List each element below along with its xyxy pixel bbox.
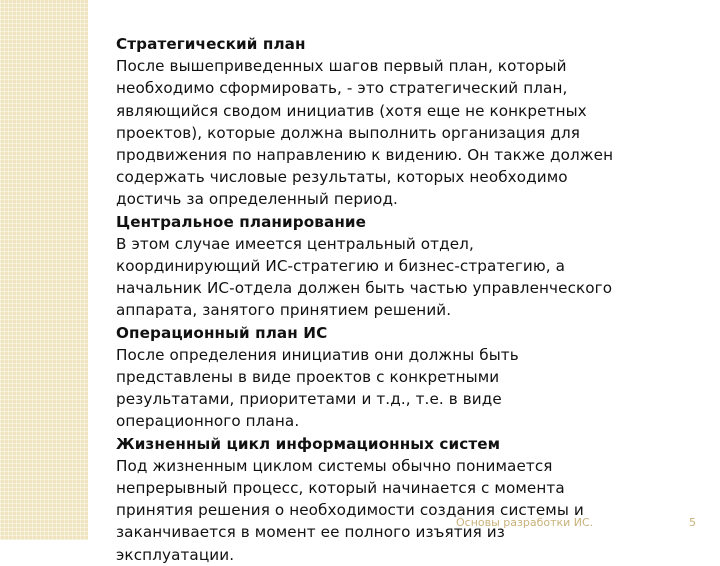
text-line: непрерывный процесс, который начинается с момента xyxy=(116,479,565,498)
text-line: принятия решения о необходимости создания системы и xyxy=(116,501,584,520)
text-line: начальник ИС-отдела должен быть частью управленческого xyxy=(116,279,613,298)
text-line: Под жизненным циклом системы обычно понимается xyxy=(116,456,553,475)
text-line: заканчивается в момент ее полного изъятия из xyxy=(116,523,505,542)
text-line: представлены в виде проектов с конкретными xyxy=(116,368,500,387)
section-heading: Жизненный цикл информационных систем xyxy=(116,434,501,453)
section-body xyxy=(116,344,706,433)
slide-content xyxy=(116,33,706,566)
footer-title: Основы разработки ИС. xyxy=(456,516,594,529)
text-line: эксплуатации. xyxy=(116,545,235,564)
text-line: результатами, приоритетами и т.д., т.е. в виде xyxy=(116,390,502,409)
section-operational-plan xyxy=(116,322,706,433)
text-line: аппарата, занятого принятием решений. xyxy=(116,301,452,320)
section-heading: Стратегический план xyxy=(116,35,306,53)
section-central-planning xyxy=(116,211,706,322)
text-line: продвижения по направлению к видению. Он также должен xyxy=(116,146,614,165)
section-strategic-plan xyxy=(116,33,706,211)
decorative-side-strip xyxy=(0,0,88,540)
text-line: проектов), которые должна выполнить организация для xyxy=(116,123,581,142)
text-line: координирующий ИС-стратегию и бизнес-стратегию, а xyxy=(116,257,566,276)
text-line: После определения инициатив они должны быть xyxy=(116,345,519,364)
text-line: операционного плана. xyxy=(116,412,300,431)
text-line: В этом случае имеется центральный отдел, xyxy=(116,234,474,253)
text-line: После вышеприведенных шагов первый план, который xyxy=(116,57,567,76)
text-line: являющийся сводом инициатив (хотя еще не конкретных xyxy=(116,101,587,120)
section-heading: Операционный план ИС xyxy=(116,323,328,342)
text-line: достичь за определенный период. xyxy=(116,190,398,209)
page-number: 5 xyxy=(689,516,696,529)
text-line: необходимо сформировать, - это стратегический план, xyxy=(116,79,568,98)
text-line: содержать числовые результаты, которых необходимо xyxy=(116,168,568,187)
section-heading: Центральное планирование xyxy=(116,212,367,231)
section-body xyxy=(116,455,706,566)
section-lifecycle xyxy=(116,433,706,566)
section-body xyxy=(116,55,706,210)
section-body xyxy=(116,233,706,322)
